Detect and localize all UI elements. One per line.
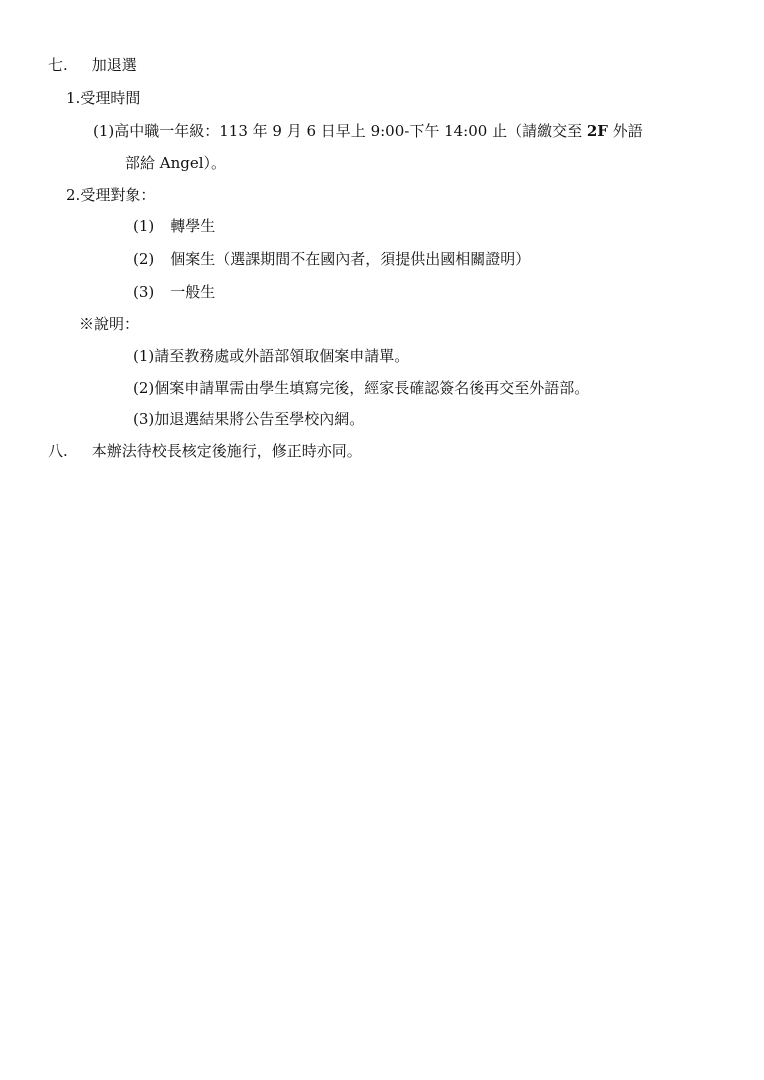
item-1-title: 受理時間 <box>80 89 141 107</box>
note-item-2 <box>133 378 589 400</box>
item-2-sub-1-text: 轉學生 <box>170 217 216 235</box>
item-1-sub-1-text-a: 高中職一年級：113 年 9 月 6 日早上 9:00-下午 14:00 止（請繳交至 <box>114 122 587 140</box>
section-8-text: 本辦法待校長核定後施行，修正時亦同。 <box>91 442 362 460</box>
item-2-sub-2-text: 個案生（選課期間不在國內者，須提供出國相關證明） <box>170 250 531 268</box>
item-2-title: 受理對象： <box>80 186 156 204</box>
note-item-3-text: 加退選結果將公告至學校內網。 <box>154 410 365 428</box>
item-2-sub-2 <box>133 249 530 271</box>
section-8-marker: 八. <box>48 442 68 460</box>
section-8 <box>48 441 362 463</box>
section-7-marker: 七. <box>48 56 68 74</box>
item-1-sub-1-continuation <box>125 153 226 175</box>
item-2-sub-1-marker: (1) <box>133 217 155 235</box>
note-title: ※說明： <box>79 315 140 333</box>
item-2-sub-3 <box>133 282 215 304</box>
item-1-heading <box>66 88 140 110</box>
note-item-1-marker: (1) <box>133 347 155 365</box>
item-1-sub-1-marker: (1) <box>93 122 115 140</box>
item-2-sub-2-marker: (2) <box>133 250 155 268</box>
item-1-sub-1-text-b: 外語 <box>607 122 643 140</box>
item-2-marker: 2. <box>66 186 81 204</box>
note-item-1 <box>133 346 409 368</box>
item-1-sub-1 <box>93 121 643 143</box>
item-2-heading <box>66 185 155 207</box>
item-2-sub-3-marker: (3) <box>133 283 155 301</box>
note-item-2-marker: (2) <box>133 379 155 397</box>
note-item-3 <box>133 409 364 431</box>
note-item-2-text: 個案申請單需由學生填寫完後，經家長確認簽名後再交至外語部。 <box>154 379 590 397</box>
item-2-sub-1 <box>133 216 215 238</box>
item-1-sub-1-floor: 2F <box>586 122 608 140</box>
item-2-sub-3-text: 一般生 <box>170 283 216 301</box>
item-1-sub-1-continuation-text: 部給 Angel）。 <box>125 154 227 172</box>
section-7-title: 加退選 <box>91 56 137 74</box>
note-heading <box>79 314 139 336</box>
item-1-marker: 1. <box>66 89 81 107</box>
note-item-1-text: 請至教務處或外語部領取個案申請單。 <box>154 347 410 365</box>
section-7-heading <box>48 55 137 77</box>
note-item-3-marker: (3) <box>133 410 155 428</box>
